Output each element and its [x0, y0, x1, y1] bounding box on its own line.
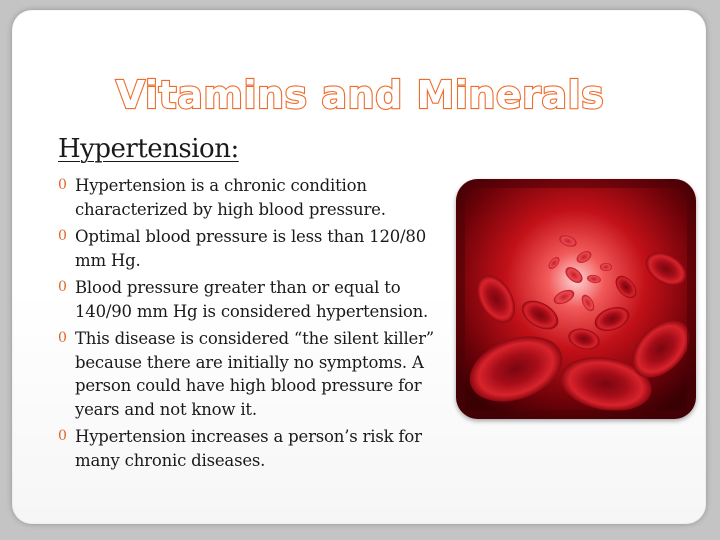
bullet-text: Hypertension increases a person’s risk for many chronic diseases.	[75, 427, 422, 470]
bullet-item	[58, 276, 458, 323]
bullet-marker: 0	[58, 279, 67, 295]
blood-cells-image	[456, 179, 696, 419]
bullet-text: This disease is considered “the silent killer” because there are initially no symptoms. A person could have high blood pressure for years and not know it.	[75, 329, 435, 419]
bullet-text: Hypertension is a chronic condition characterized by high blood pressure.	[75, 176, 386, 219]
bullet-text: Optimal blood pressure is less than 120/80 mm Hg.	[75, 227, 427, 270]
blood-cells-illustration	[456, 179, 696, 419]
bullet-text: Blood pressure greater than or equal to 140/90 mm Hg is considered hypertension.	[75, 278, 429, 321]
bullet-marker: 0	[58, 428, 67, 444]
bullet-marker: 0	[58, 177, 67, 193]
bullet-marker: 0	[58, 330, 67, 346]
bullet-item	[58, 425, 458, 472]
bullet-item	[58, 225, 458, 272]
slide-title: Vitamins and Minerals	[115, 73, 605, 117]
bullet-list	[58, 174, 458, 476]
bullet-item	[58, 174, 458, 221]
section-heading: Hypertension:	[58, 134, 239, 164]
bullet-marker: 0	[58, 228, 67, 244]
bullet-item	[58, 327, 458, 421]
